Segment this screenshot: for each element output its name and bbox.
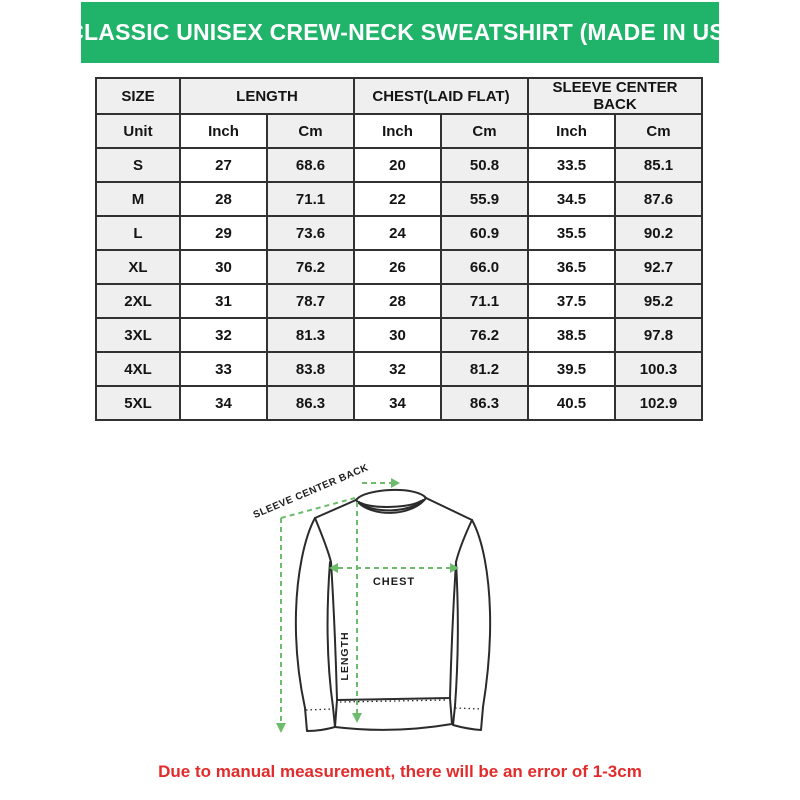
- unit-cell: Cm: [615, 114, 702, 148]
- value-cell: 38.5: [528, 318, 615, 352]
- value-cell: 36.5: [528, 250, 615, 284]
- sweatshirt-diagram-svg: [250, 450, 550, 750]
- left-cuff: [305, 707, 335, 731]
- column-group-header: SLEEVE CENTER BACK: [528, 78, 702, 114]
- column-group-header: LENGTH: [180, 78, 354, 114]
- unit-cell: Inch: [354, 114, 441, 148]
- value-cell: 100.3: [615, 352, 702, 386]
- value-cell: 32: [180, 318, 267, 352]
- value-cell: 39.5: [528, 352, 615, 386]
- value-cell: 86.3: [267, 386, 354, 420]
- table-row: [96, 352, 702, 386]
- value-cell: 33: [180, 352, 267, 386]
- sleeve-center-back-label: SLEEVE CENTER BACK: [251, 462, 371, 521]
- table-row: [96, 216, 702, 250]
- value-cell: 76.2: [441, 318, 528, 352]
- size-cell: 5XL: [96, 386, 180, 420]
- value-cell: 32: [354, 352, 441, 386]
- value-cell: 87.6: [615, 182, 702, 216]
- value-cell: 22: [354, 182, 441, 216]
- size-table: [95, 77, 703, 421]
- value-cell: 102.9: [615, 386, 702, 420]
- value-cell: 27: [180, 148, 267, 182]
- value-cell: 20: [354, 148, 441, 182]
- value-cell: 95.2: [615, 284, 702, 318]
- size-cell: M: [96, 182, 180, 216]
- table-row: [96, 114, 702, 148]
- value-cell: 28: [354, 284, 441, 318]
- value-cell: 85.1: [615, 148, 702, 182]
- size-cell: XL: [96, 250, 180, 284]
- unit-cell: Cm: [267, 114, 354, 148]
- value-cell: 83.8: [267, 352, 354, 386]
- collar-back: [356, 490, 426, 500]
- value-cell: 30: [180, 250, 267, 284]
- value-cell: 55.9: [441, 182, 528, 216]
- sweatshirt-measurement-diagram: [250, 450, 550, 750]
- value-cell: 73.6: [267, 216, 354, 250]
- value-cell: 81.3: [267, 318, 354, 352]
- value-cell: 29: [180, 216, 267, 250]
- value-cell: 76.2: [267, 250, 354, 284]
- value-cell: 33.5: [528, 148, 615, 182]
- value-cell: 97.8: [615, 318, 702, 352]
- size-cell: L: [96, 216, 180, 250]
- unit-header-cell: Unit: [96, 114, 180, 148]
- sweatshirt-outline: [296, 490, 490, 731]
- chest-label: CHEST: [372, 576, 416, 588]
- unit-cell: Inch: [528, 114, 615, 148]
- value-cell: 68.6: [267, 148, 354, 182]
- value-cell: 28: [180, 182, 267, 216]
- column-group-header: CHEST(LAID FLAT): [354, 78, 528, 114]
- table-group-header-row: [96, 78, 702, 114]
- value-cell: 30: [354, 318, 441, 352]
- value-cell: 34: [354, 386, 441, 420]
- value-cell: 35.5: [528, 216, 615, 250]
- value-cell: 60.9: [441, 216, 528, 250]
- table-row: [96, 284, 702, 318]
- value-cell: 31: [180, 284, 267, 318]
- right-cuff: [453, 706, 483, 730]
- size-cell: S: [96, 148, 180, 182]
- size-cell: 4XL: [96, 352, 180, 386]
- unit-cell: Cm: [441, 114, 528, 148]
- value-cell: 37.5: [528, 284, 615, 318]
- value-cell: 26: [354, 250, 441, 284]
- sleeve-measure-down-arrowhead: [276, 723, 286, 733]
- left-cuff-stitching: [306, 709, 333, 710]
- size-cell: 3XL: [96, 318, 180, 352]
- value-cell: 78.7: [267, 284, 354, 318]
- length-down-arrowhead: [352, 713, 362, 723]
- right-sleeve-outer: [472, 520, 490, 707]
- value-cell: 34.5: [528, 182, 615, 216]
- sleeve-measure-right-arrowhead: [391, 478, 400, 488]
- table-row: [96, 318, 702, 352]
- value-cell: 66.0: [441, 250, 528, 284]
- value-cell: 86.3: [441, 386, 528, 420]
- value-cell: 34: [180, 386, 267, 420]
- value-cell: 92.7: [615, 250, 702, 284]
- value-cell: 81.2: [441, 352, 528, 386]
- table-row: [96, 182, 702, 216]
- value-cell: 71.1: [267, 182, 354, 216]
- right-cuff-stitching: [455, 708, 482, 709]
- table-row: [96, 148, 702, 182]
- unit-cell: Inch: [180, 114, 267, 148]
- table-row: [96, 250, 702, 284]
- product-title-banner: [67, 2, 733, 63]
- length-label: LENGTH: [339, 631, 351, 681]
- value-cell: 90.2: [615, 216, 702, 250]
- measurement-guides: [252, 462, 459, 733]
- value-cell: 71.1: [441, 284, 528, 318]
- value-cell: 50.8: [441, 148, 528, 182]
- table-row: [96, 386, 702, 420]
- value-cell: 40.5: [528, 386, 615, 420]
- left-sleeve-outer: [296, 518, 315, 708]
- value-cell: 24: [354, 216, 441, 250]
- right-shoulder-seam: [426, 498, 472, 520]
- size-cell: 2XL: [96, 284, 180, 318]
- product-title: CLASSIC UNISEX CREW-NECK SWEATSHIRT (MADE IN US): [67, 19, 733, 45]
- measurement-error-note: Due to manual measurement, there will be an error of 1-3cm: [158, 762, 642, 781]
- column-group-header: SIZE: [96, 78, 180, 114]
